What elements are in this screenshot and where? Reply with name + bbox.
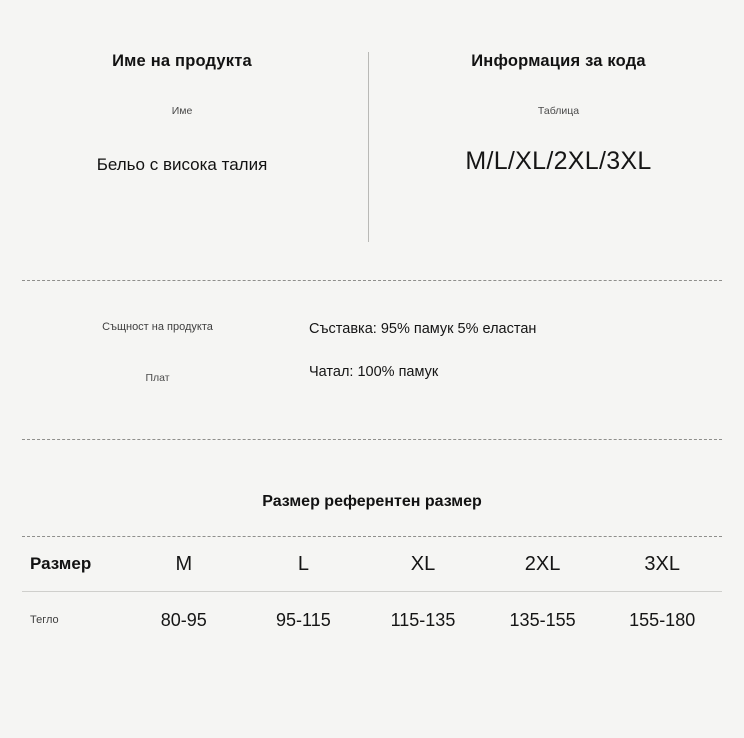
size-table — [22, 536, 722, 648]
size-cell-xl: XL — [410, 552, 436, 575]
weight-cell-3xl: 155-180 — [629, 609, 696, 630]
essence-label: Същност на продукта — [102, 321, 213, 333]
product-name-sublabel: Име — [171, 105, 193, 117]
weight-cell-xl: 115-135 — [390, 609, 456, 630]
weight-cell-l: 95-115 — [276, 609, 331, 630]
fabric-label: Плат — [145, 372, 170, 384]
code-info-value: M/L/XL/2XL/3XL — [465, 147, 652, 175]
size-table-grid — [22, 537, 722, 591]
table-row — [22, 537, 722, 591]
essence-value-column — [305, 321, 744, 380]
divider-2 — [22, 439, 722, 440]
table-row — [22, 592, 722, 648]
code-info-column — [368, 52, 744, 242]
product-name-column — [0, 52, 368, 175]
weight-table-grid — [22, 592, 722, 648]
size-cell-2xl: 2XL — [524, 552, 561, 575]
product-essence-section — [0, 281, 744, 384]
essence-label-column — [0, 321, 305, 384]
weight-cell-m: 80-95 — [160, 609, 207, 630]
code-info-sublabel: Таблица — [537, 105, 580, 117]
size-row-label: Размер — [30, 554, 92, 573]
weight-cell-2xl: 135-155 — [509, 609, 576, 630]
size-cell-3xl: 3XL — [644, 552, 680, 575]
product-name-value: Бельо с висока талия — [96, 155, 268, 174]
product-info-section — [0, 0, 744, 242]
weight-row-label: Тегло — [30, 614, 59, 626]
size-cell-l: L — [297, 552, 309, 575]
crotch-line: Чатал: 100% памук — [309, 364, 439, 380]
size-cell-m: M — [175, 552, 193, 575]
composition-line: Съставка: 95% памук 5% еластан — [309, 321, 537, 337]
size-table-title: Размер референтен размер — [262, 493, 482, 510]
product-name-heading: Име на продукта — [112, 52, 252, 70]
code-info-heading: Информация за кода — [471, 52, 646, 70]
